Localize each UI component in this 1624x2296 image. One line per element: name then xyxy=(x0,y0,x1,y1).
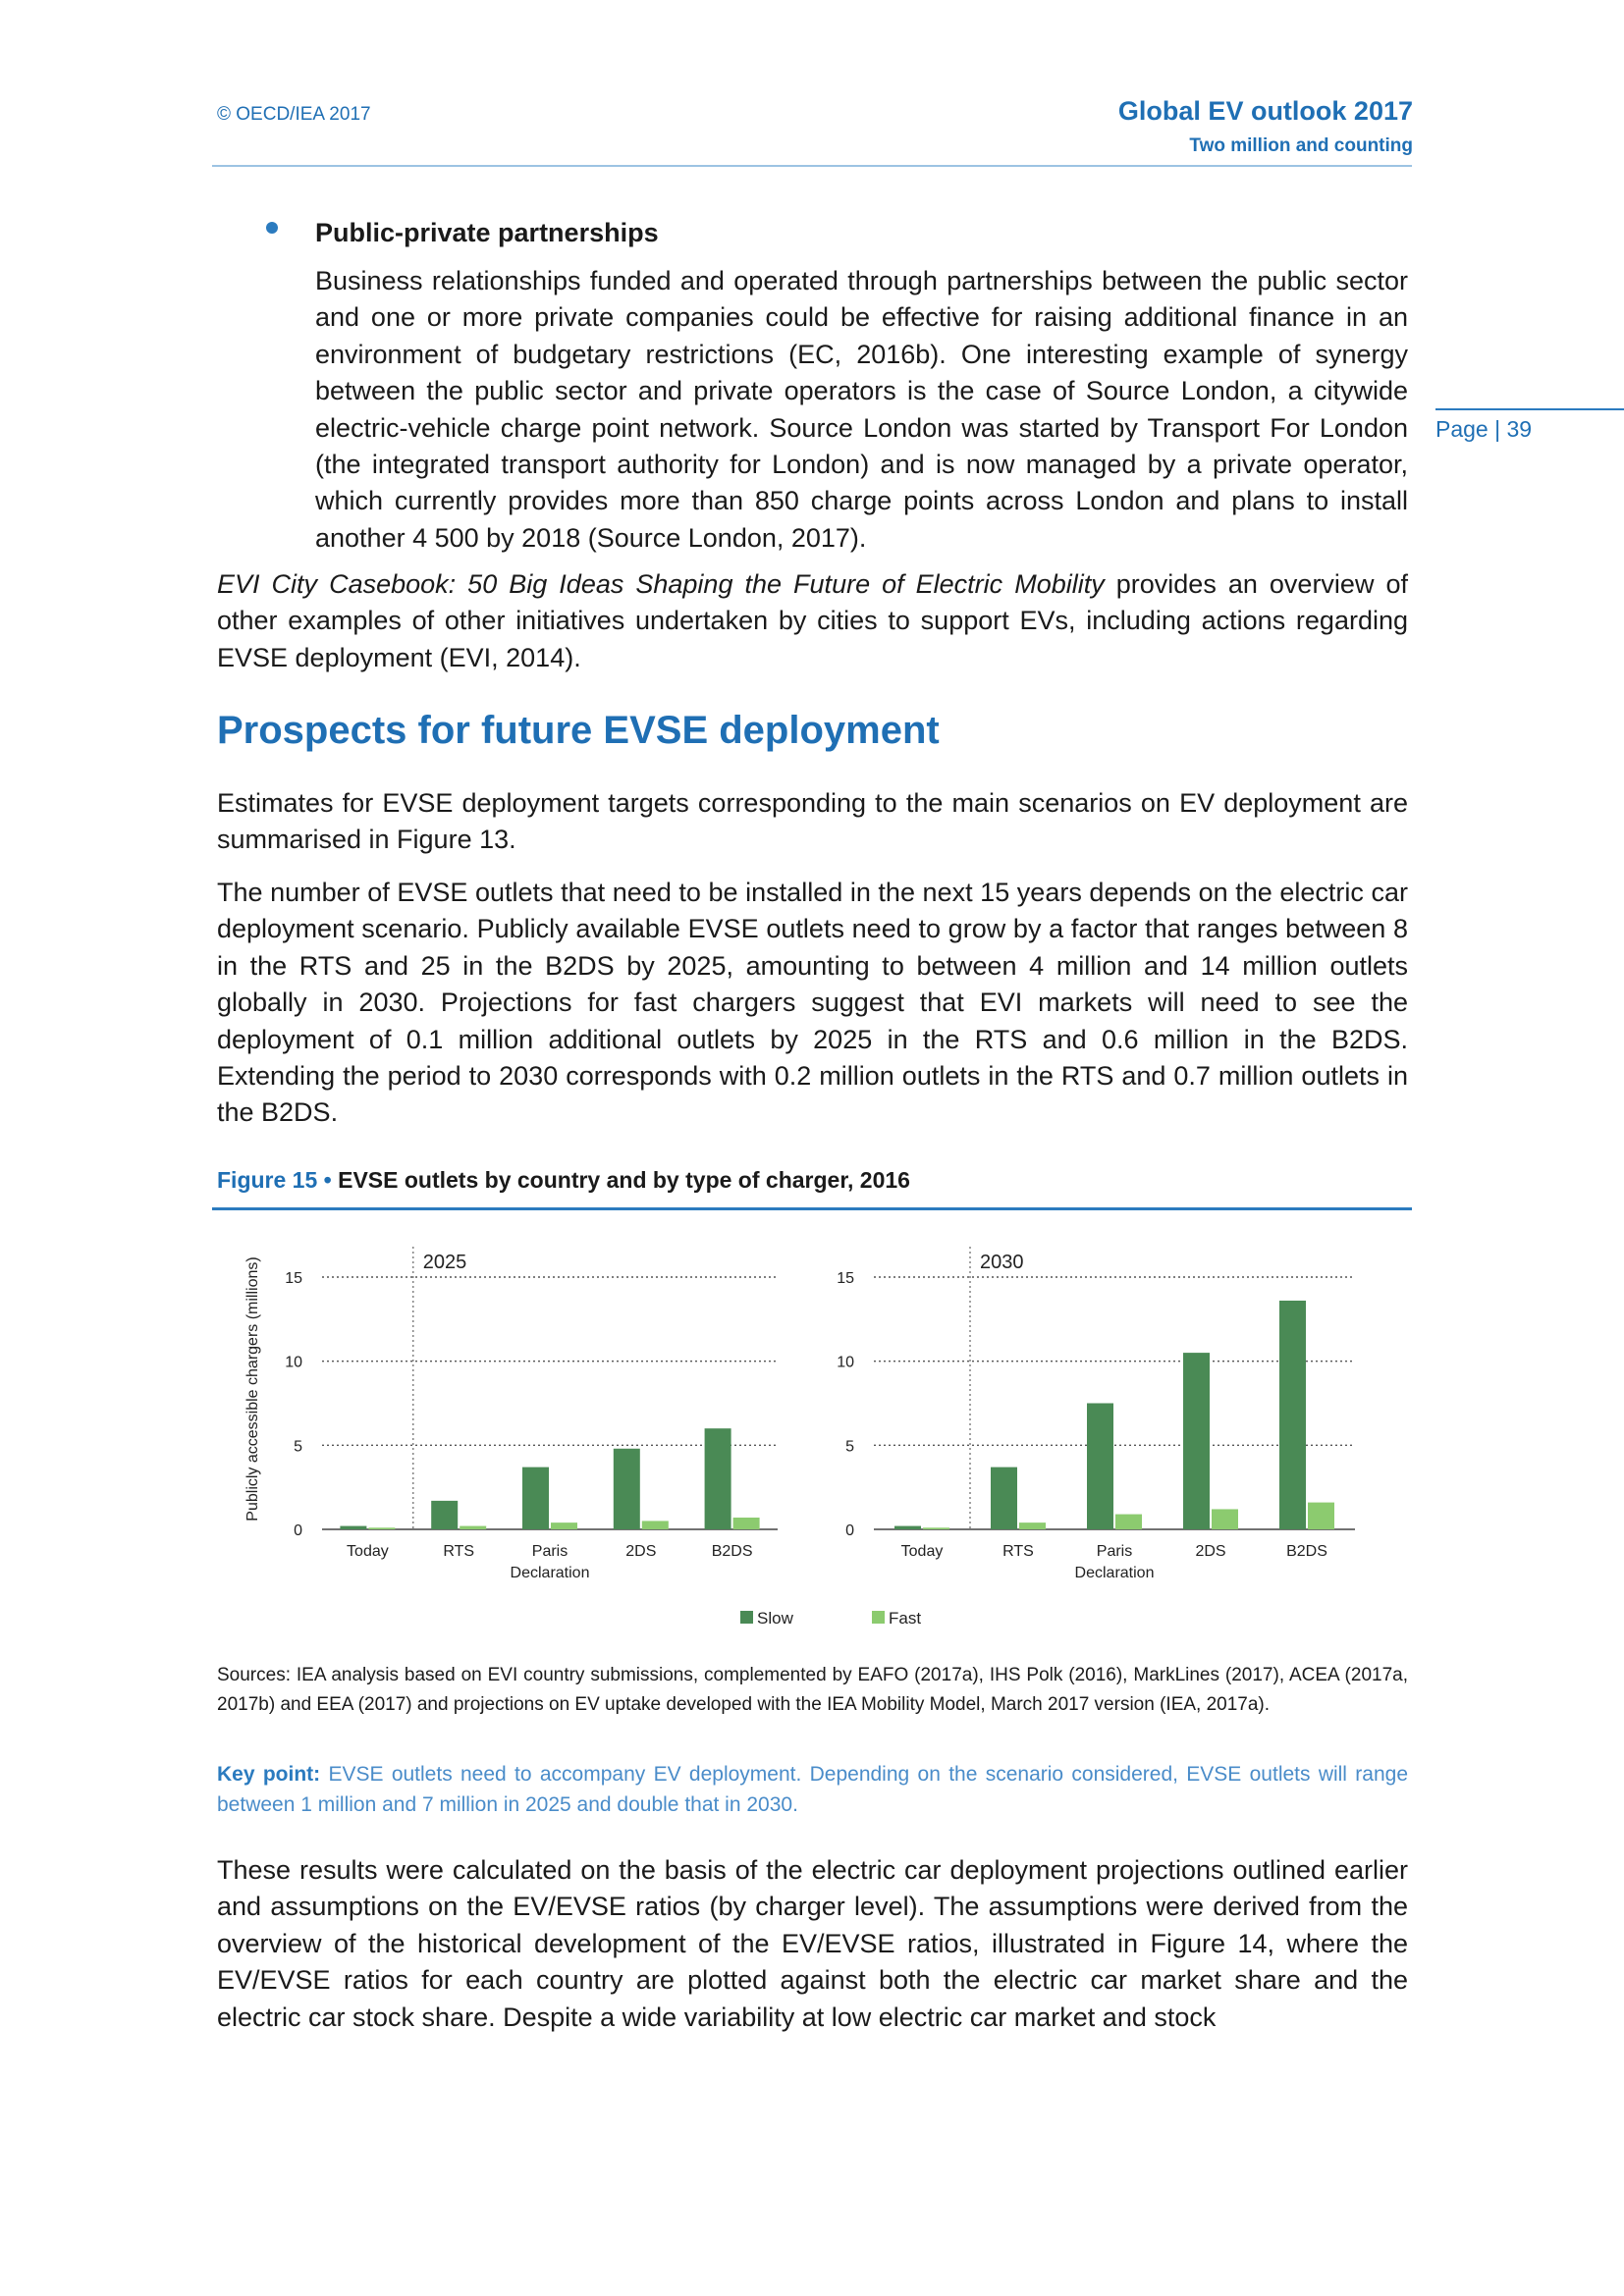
bar-slow-2025 xyxy=(522,1468,549,1529)
y-tick-label: 5 xyxy=(294,1438,302,1456)
closing-paragraph: These results were calculated on the basis of the electric car deployment projections outlined earlier and assumptions on the EV/EVSE ratios (by charger level). The assumptions were derived from the overview of the historical development of the EV/EVSE ratios, illustrated in Figure 14, where the EV/EVSE ratios for each country are plotted against both the electric car market share and the electric car stock share. Despite a wide variability at low electric car market and stock xyxy=(217,1855,1408,2032)
y-tick-label: 15 xyxy=(837,1270,854,1287)
panel-title-2030: 2030 xyxy=(980,1252,1024,1273)
bar-fast-2025 xyxy=(368,1527,395,1529)
evi-casebook-title: EVI City Casebook: 50 Big Ideas Shaping the Future of Electric Mobility xyxy=(217,569,1105,599)
page-number: Page | 39 xyxy=(1435,416,1533,442)
copyright-notice: © OECD/IEA 2017 xyxy=(217,104,371,125)
x-tick-label: Paris xyxy=(531,1543,568,1560)
document-title: Global EV outlook 2017 xyxy=(1117,96,1413,126)
section-paragraph-1: Estimates for EVSE deployment targets corresponding to the main scenarios on EV deployment are summarised in Figure 13. xyxy=(217,788,1408,855)
panel-title-2025: 2025 xyxy=(422,1252,467,1273)
legend-label-slow: Slow xyxy=(757,1609,793,1628)
figure-sources: Sources: IEA analysis based on EVI country submissions, complemented by EAFO (2017a), IHS Polk (2016), MarkLines (2017), ACEA (2017a, 2017b) and EEA (2017) and projections on EV uptake developed with the IEA Mobility Model, March 2017 version (IEA, 2017a). xyxy=(217,1665,1408,1715)
bullet-heading: Public-private partnerships xyxy=(315,218,659,247)
bar-slow-2030 xyxy=(1087,1404,1113,1530)
y-tick-label: 10 xyxy=(285,1354,302,1371)
section-heading: Prospects for future EVSE deployment xyxy=(217,709,940,752)
key-point-label: Key point: xyxy=(217,1763,321,1786)
figure-title: EVSE outlets by country and by type of charger, 2016 xyxy=(338,1167,910,1193)
evi-casebook-text: provides an overview of other examples of other initiatives undertaken by cities to support EVs, including actions regarding EVSE deployment (EVI, 2014). xyxy=(217,569,1408,672)
bar-fast-2025 xyxy=(551,1522,577,1529)
key-point-text: EVSE outlets need to accompany EV deployment. Depending on the scenario considered, EVSE outlets will range between 1 million and 7 million in 2025 and double that in 2030. xyxy=(217,1763,1409,1816)
x-tick-label: Paris xyxy=(1096,1543,1133,1560)
y-tick-label: 15 xyxy=(285,1270,302,1287)
bar-fast-2025 xyxy=(460,1526,486,1529)
legend-swatch-slow xyxy=(740,1611,753,1624)
x-tick-label: 2DS xyxy=(625,1543,657,1560)
bar-fast-2025 xyxy=(733,1518,760,1529)
x-tick-label: B2DS xyxy=(711,1543,753,1560)
bar-slow-2025 xyxy=(614,1449,640,1529)
x-tick-label: RTS xyxy=(1002,1543,1034,1560)
bar-slow-2025 xyxy=(340,1526,366,1529)
bar-slow-2030 xyxy=(991,1468,1017,1529)
x-tick-label: B2DS xyxy=(1286,1543,1327,1560)
bar-fast-2025 xyxy=(642,1521,669,1529)
x-tick-label: Declaration xyxy=(1074,1565,1155,1581)
document-subtitle: Two million and counting xyxy=(1189,135,1413,156)
figure-number: Figure 15 xyxy=(217,1167,318,1193)
bar-fast-2030 xyxy=(923,1527,949,1529)
x-tick-label: RTS xyxy=(443,1543,475,1560)
legend-label-fast: Fast xyxy=(889,1609,922,1628)
bar-fast-2030 xyxy=(1212,1509,1238,1529)
y-tick-label: 0 xyxy=(845,1522,854,1539)
y-tick-label: 10 xyxy=(837,1354,854,1371)
key-point xyxy=(217,1759,1408,1820)
section-paragraph-2: The number of EVSE outlets that need to be installed in the next 15 years depends on the electric car deployment scenario. Publicly available EVSE outlets need to grow by a factor that ranges between 8 in the RTS and 25 in the B2DS by 2025, amounting to between 4 million and 14 million outlets globally in 2030. Projections for fast chargers suggest that EVI markets will need to see the deployment of 0.1 million additional outlets by 2025 in the RTS and 0.6 million in the B2DS. Extending the period to 2030 corresponds with 0.2 million outlets in the RTS and 0.7 million outlets in the B2DS. xyxy=(217,878,1408,1128)
bar-slow-2030 xyxy=(1183,1353,1210,1529)
bar-slow-2030 xyxy=(894,1526,921,1529)
x-tick-label: Today xyxy=(900,1543,944,1560)
bar-fast-2030 xyxy=(1115,1515,1142,1529)
bar-fast-2030 xyxy=(1019,1522,1046,1529)
bar-slow-2025 xyxy=(705,1428,731,1529)
legend-swatch-fast xyxy=(872,1611,885,1624)
bar-fast-2030 xyxy=(1308,1503,1334,1529)
y-tick-label: 0 xyxy=(294,1522,302,1539)
x-tick-label: Declaration xyxy=(510,1565,590,1581)
x-tick-label: Today xyxy=(347,1543,389,1560)
bar-slow-2025 xyxy=(431,1501,458,1529)
bar-slow-2030 xyxy=(1279,1301,1306,1529)
y-tick-label: 5 xyxy=(845,1438,854,1456)
figure-separator: • xyxy=(317,1167,339,1193)
y-axis-label: Publicly accessible chargers (millions) xyxy=(244,1256,261,1522)
x-tick-label: 2DS xyxy=(1195,1543,1226,1560)
bullet-paragraph: Business relationships funded and operated through partnerships between the public sector and one or more private companies could be effective for raising additional finance in an environment of budgetary restrictions (EC, 2016b). One interesting example of synergy between the public sector and private operators is the case of Source London, a citywide electric-vehicle charge point network. Source London was started by Transport For London (the integrated transport authority for London) and is now managed by a private operator, which currently provides more than 850 charge points across London and plans to install another 4 500 by 2018 (Source London, 2017). xyxy=(315,266,1408,553)
